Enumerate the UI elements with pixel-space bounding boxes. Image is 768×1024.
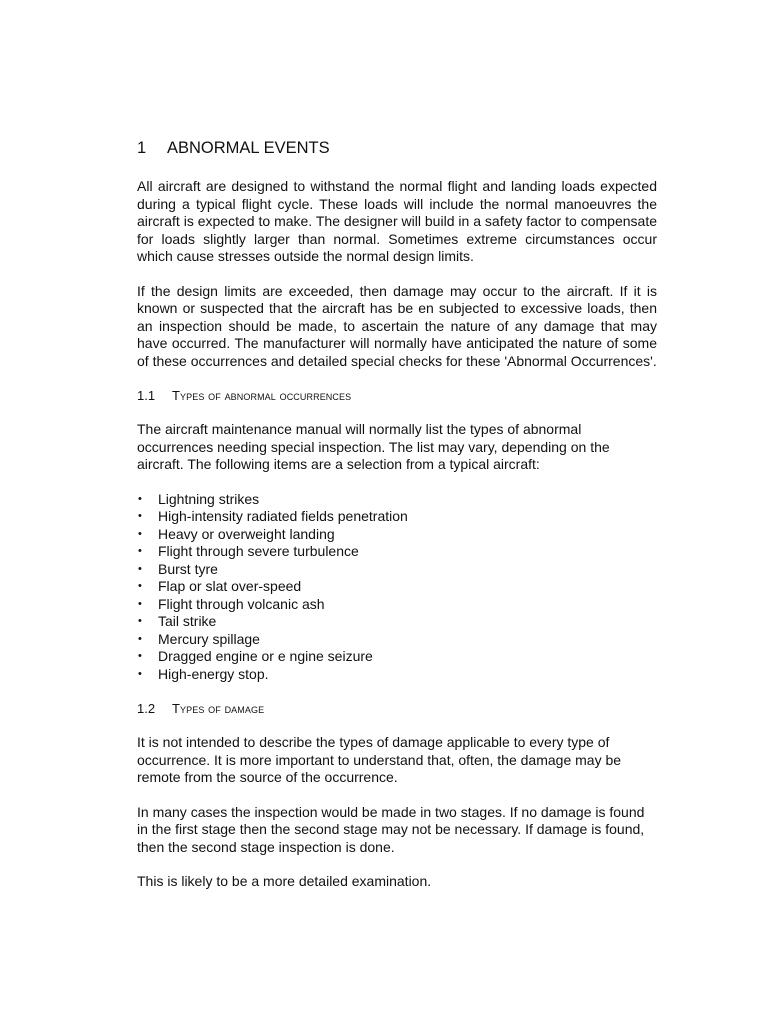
heading-abnormal-events — [137, 138, 657, 158]
heading-types-of-abnormal-occurrences — [137, 387, 657, 404]
section-title: Types of abnormal occurrences — [172, 388, 352, 403]
paragraph-maintenance-manual: The aircraft maintenance manual will normally list the types of abnormal occurrences needing special inspection. The list may vary, depending on the aircraft. The following items are a selection from a typical aircraft: — [137, 421, 610, 472]
heading-title: ABNORMAL EVENTS — [167, 139, 330, 157]
section-number: 1.1 — [137, 388, 156, 403]
list-item: • Lightning strikes — [138, 490, 260, 507]
paragraph-damage-description: It is not intended to describe the types of damage applicable to every type of occurrence. It is more important to understand that, often, the damage may be remote from the source of the occurrence. — [137, 734, 622, 785]
bullet-icon: • — [138, 545, 142, 557]
bullet-icon: • — [138, 597, 142, 610]
occurrence-list — [137, 491, 657, 684]
bullet-icon: • — [138, 650, 142, 662]
section-title: Types of damage — [172, 701, 265, 716]
bullet-icon: • — [138, 632, 142, 645]
list-item: • Dragged engine or e ngine seizure — [138, 648, 373, 664]
list-item: • Mercury spillage — [138, 630, 260, 647]
heading-number: 1 — [137, 139, 147, 157]
bullet-icon: • — [138, 615, 142, 627]
section-number: 1.2 — [137, 701, 156, 716]
paragraph-detailed-examination: This is likely to be a more detailed examination. — [137, 873, 432, 889]
bullet-icon: • — [138, 492, 142, 505]
list-item: • Tail strike — [138, 613, 217, 629]
list-item: • Flight through severe turbulence — [138, 543, 359, 559]
heading-types-of-damage — [137, 700, 657, 717]
list-item: • High-intensity radiated fields penetration — [138, 508, 408, 524]
list-item: • Flight through volcanic ash — [138, 595, 325, 612]
paragraph-design-loads: All aircraft are designed to withstand the normal flight and landing loads expected during a typical flight cycle. These loads will include the normal manoeuvres the aircraft is expected to make. The designer will build in a safety factor to compensate for loads slightly larger than normal. Sometimes extreme circumstances occur which cause stresses outside the normal design limits. — [137, 178, 657, 264]
paragraph-two-stage-inspection: In many cases the inspection would be made in two stages. If no damage is found in the first stage then the second stage may not be necessary. If damage is found, then the second stage inspection is done. — [137, 803, 645, 855]
bullet-icon: • — [138, 667, 142, 680]
bullet-icon: • — [138, 527, 142, 540]
bullet-icon: • — [138, 580, 142, 592]
paragraph-design-limits: If the design limits are exceeded, then damage may occur to the aircraft. If it is known or suspected that the aircraft has be en subjected to excessive loads, then an inspection should be made, to ascertain the nature of any damage that may have occurred. The manufacturer will normally have anticipated the nature of some of these occurrences and detailed special checks for these 'Abnormal Occurrences'. — [137, 282, 657, 369]
list-item: • Burst tyre — [138, 560, 218, 577]
list-item: • High-energy stop. — [138, 665, 269, 682]
list-item: • Flap or slat over-speed — [138, 578, 302, 594]
list-item: • Heavy or overweight landing — [138, 525, 335, 542]
bullet-icon: • — [138, 562, 142, 575]
bullet-icon: • — [138, 510, 142, 522]
document-page — [137, 138, 657, 891]
